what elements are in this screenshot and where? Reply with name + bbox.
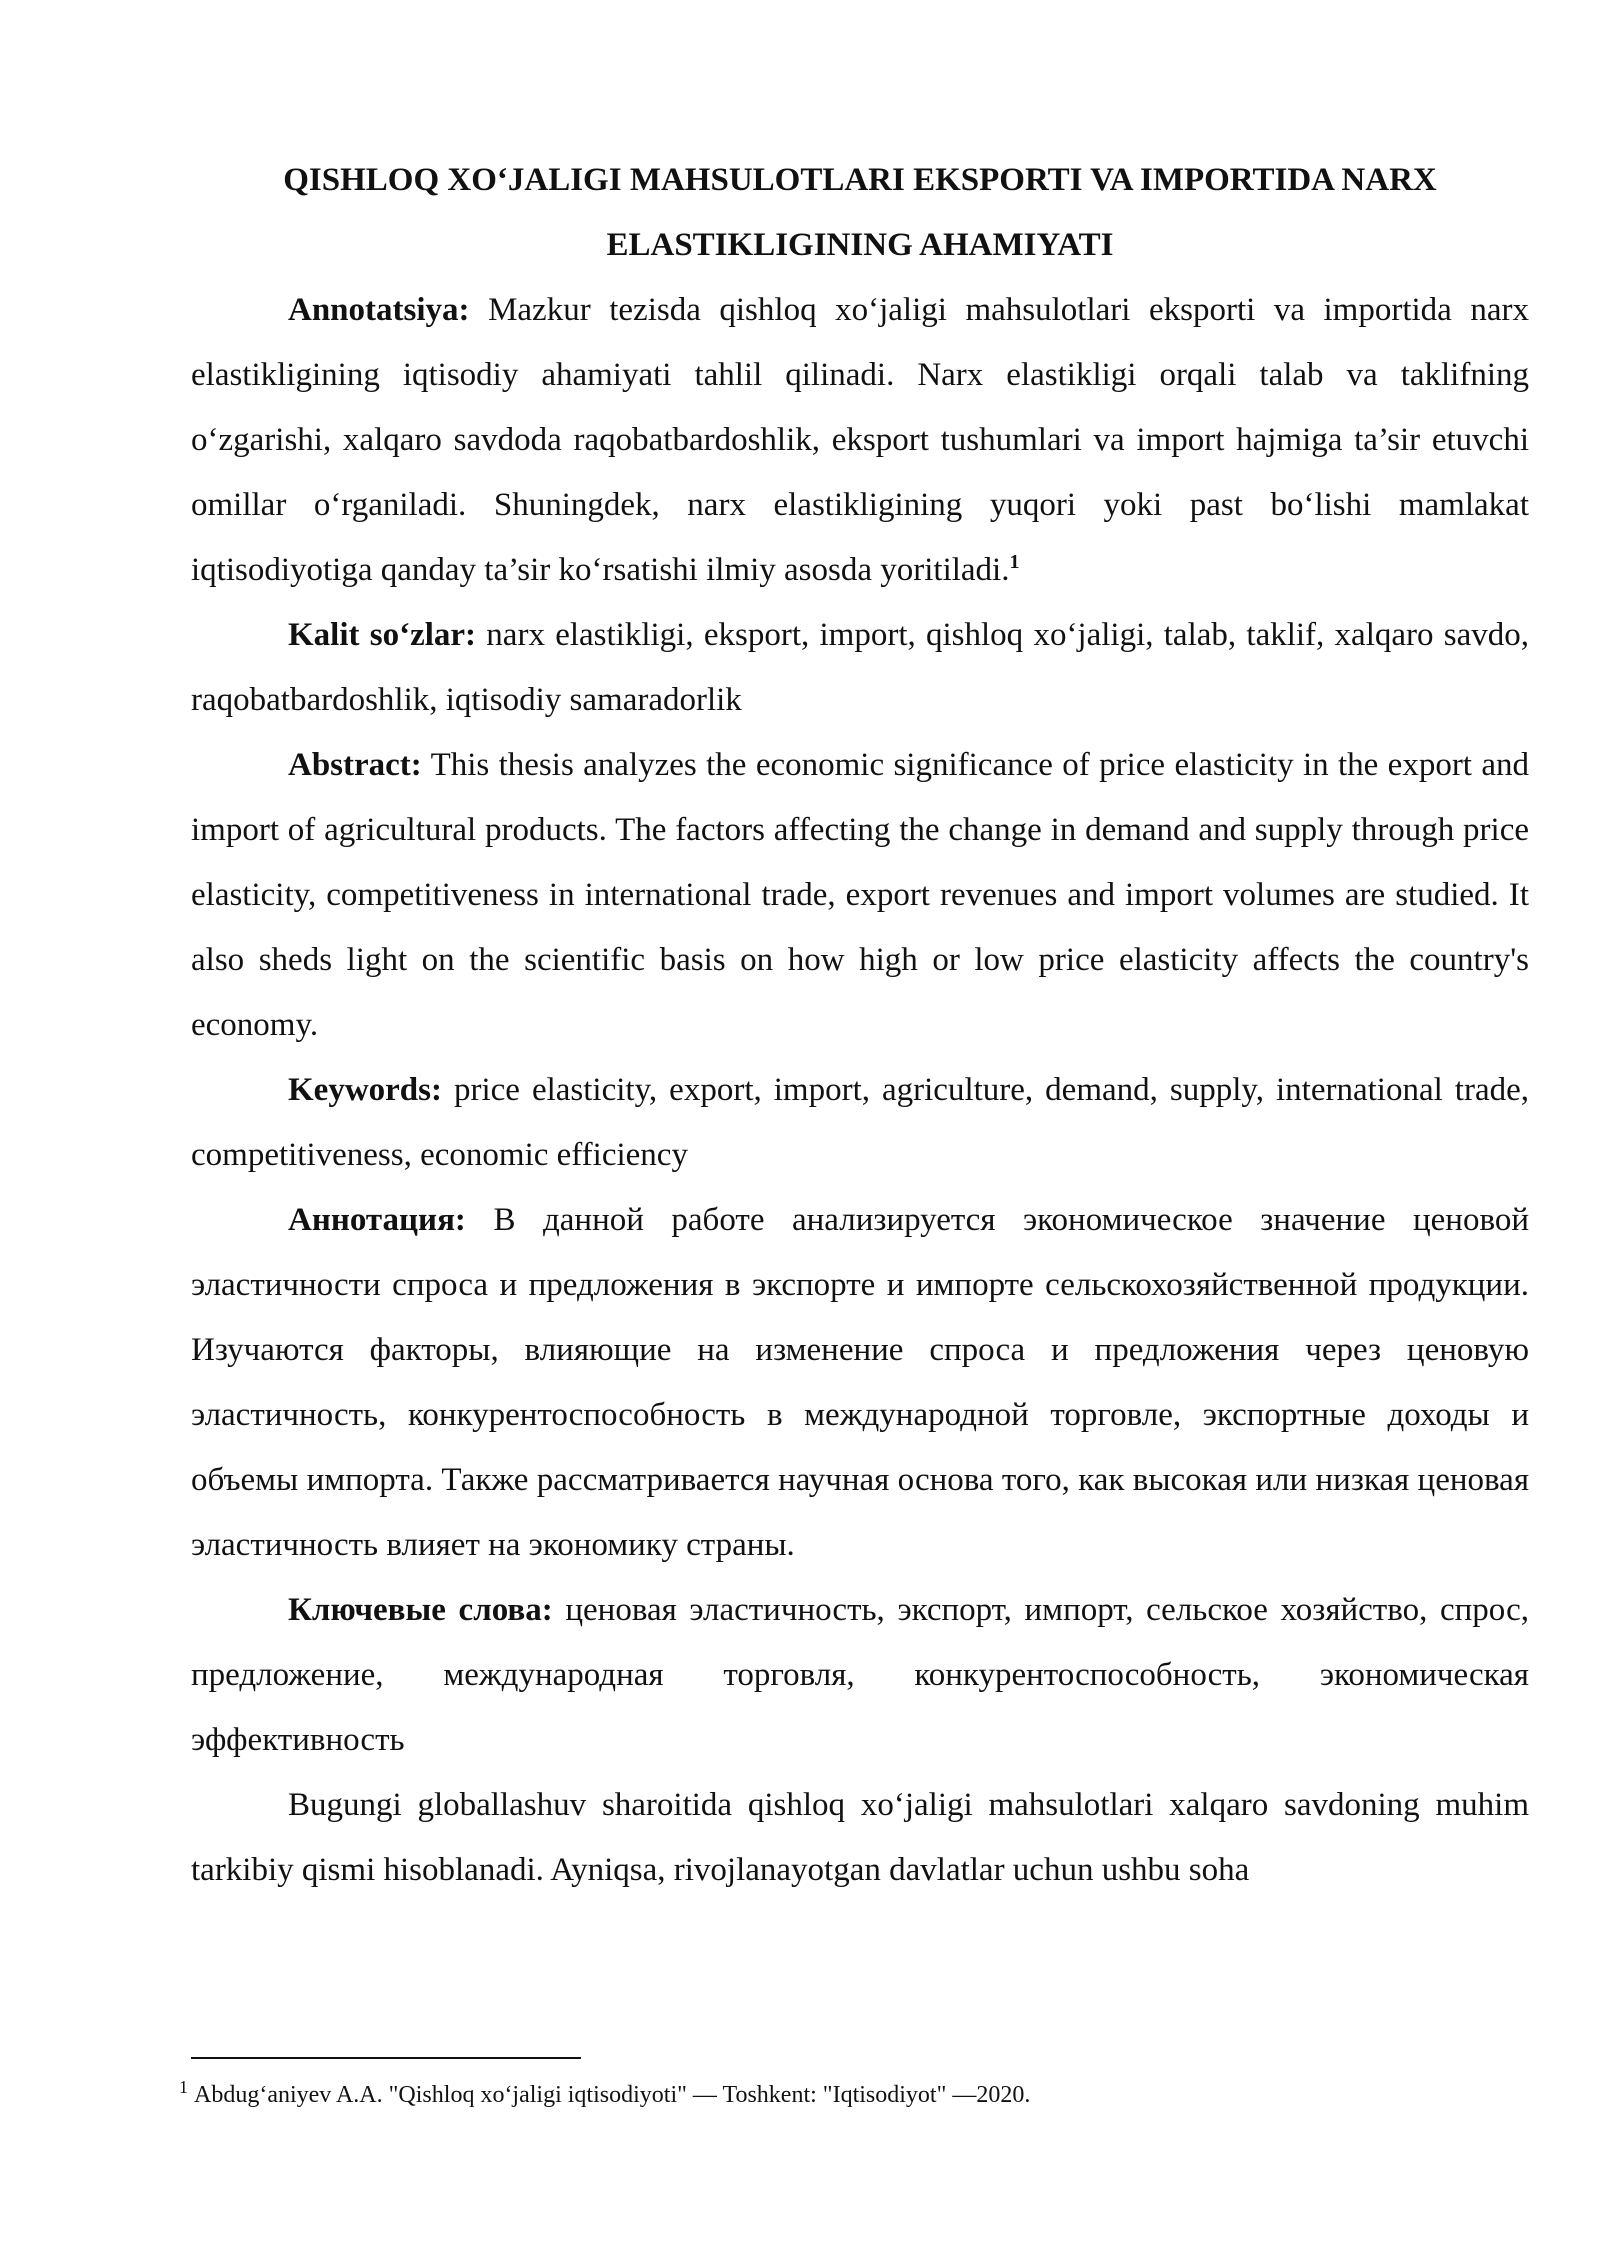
annotation-ru-paragraph bbox=[191, 1188, 1529, 1578]
document-body bbox=[191, 148, 1529, 1903]
footnote-text: Abdug‘aniyev A.A. "Qishloq xo‘jaligi iqtisodiyoti" — Toshkent: "Iqtisodiyot" —2020. bbox=[194, 2082, 1031, 2108]
keywords-uz-label: Kalit so‘zlar: bbox=[288, 617, 477, 653]
keywords-uz-paragraph bbox=[191, 603, 1529, 733]
keywords-ru-text: ценовая эластичность, экспорт, импорт, сельское хозяйство, спрос, предложение, международная торговля, конкурентоспособность, экономическая эффективность bbox=[191, 1592, 1530, 1758]
title-line-2: ELASTIKLIGINING AHAMIYATI bbox=[606, 227, 1114, 263]
annotation-ru-label: Аннотация: bbox=[288, 1202, 466, 1238]
title-line-1: QISHLOQ XO‘JALIGI MAHSULOTLARI EKSPORTI VA IMPORTIDA NARX bbox=[283, 162, 1437, 198]
annotation-ru-text: В данной работе анализируется экономическое значение ценовой эластичности спроса и предложения в экспорте и импорте сельскохозяйственной продукции. Изучаются факторы, влияющие на изменение спроса и предложения через ценовую эластичность, конкурентоспособность в международной торговле, экспортные доходы и объемы импорта. Также рассматривается научная основа того, как высокая или низкая ценовая эластичность влияет на экономику страны. bbox=[191, 1202, 1529, 1563]
keywords-ru-paragraph bbox=[191, 1578, 1529, 1773]
keywords-en-text: price elasticity, export, import, agriculture, demand, supply, international trade, competitiveness, economic efficiency bbox=[191, 1072, 1529, 1173]
keywords-ru-label: Ключевые слова: bbox=[288, 1592, 553, 1628]
abstract-en-text: This thesis analyzes the economic significance of price elasticity in the export and import of agricultural products. The factors affecting the change in demand and supply through price elasticity, competitiveness in international trade, export revenues and import volumes are studied. It also sheds light on the scientific basis on how high or low price elasticity affects the country's economy. bbox=[191, 747, 1529, 1043]
keywords-en-label: Keywords: bbox=[288, 1072, 442, 1108]
document-title bbox=[191, 148, 1529, 278]
keywords-uz-text: narx elastikligi, eksport, import, qishloq xo‘jaligi, talab, taklif, xalqaro savdo, raqobatbardoshlik, iqtisodiy samaradorlik bbox=[191, 617, 1529, 718]
abstract-en-paragraph bbox=[191, 733, 1529, 1058]
footnote bbox=[179, 2078, 1479, 2112]
annotation-uz-text: Mazkur tezisda qishloq xo‘jaligi mahsulotlari eksporti va importida narx elastikligining iqtisodiy ahamiyati tahlil qilinadi. Narx elastikligi orqali talab va taklifning o‘zgarishi, xalqaro savdoda raqobatbardoshlik, eksport tushumlari va import hajmiga ta’sir etuvchi omillar o‘rganiladi. Shuningdek, narx elastikligining yuqori yoki past bo‘lishi mamlakat iqtisodiyotiga qanday ta’sir ko‘rsatishi ilmiy asosda yoritiladi. bbox=[191, 292, 1529, 588]
footnote-reference[interactable]: 1 bbox=[1009, 551, 1020, 573]
keywords-en-paragraph bbox=[191, 1058, 1529, 1188]
annotation-uz-paragraph bbox=[191, 278, 1529, 603]
body-intro-paragraph: Bugungi globallashuv sharoitida qishloq xo‘jaligi mahsulotlari xalqaro savdoning muhim tarkibiy qismi hisoblanadi. Ayniqsa, rivojlanayotgan davlatlar uchun ushbu soha bbox=[191, 1787, 1529, 1888]
abstract-en-label: Abstract: bbox=[288, 747, 422, 783]
footnote-number: 1 bbox=[179, 2077, 188, 2097]
footnote-separator bbox=[191, 2057, 581, 2059]
annotation-uz-label: Annotatsiya: bbox=[288, 292, 470, 328]
